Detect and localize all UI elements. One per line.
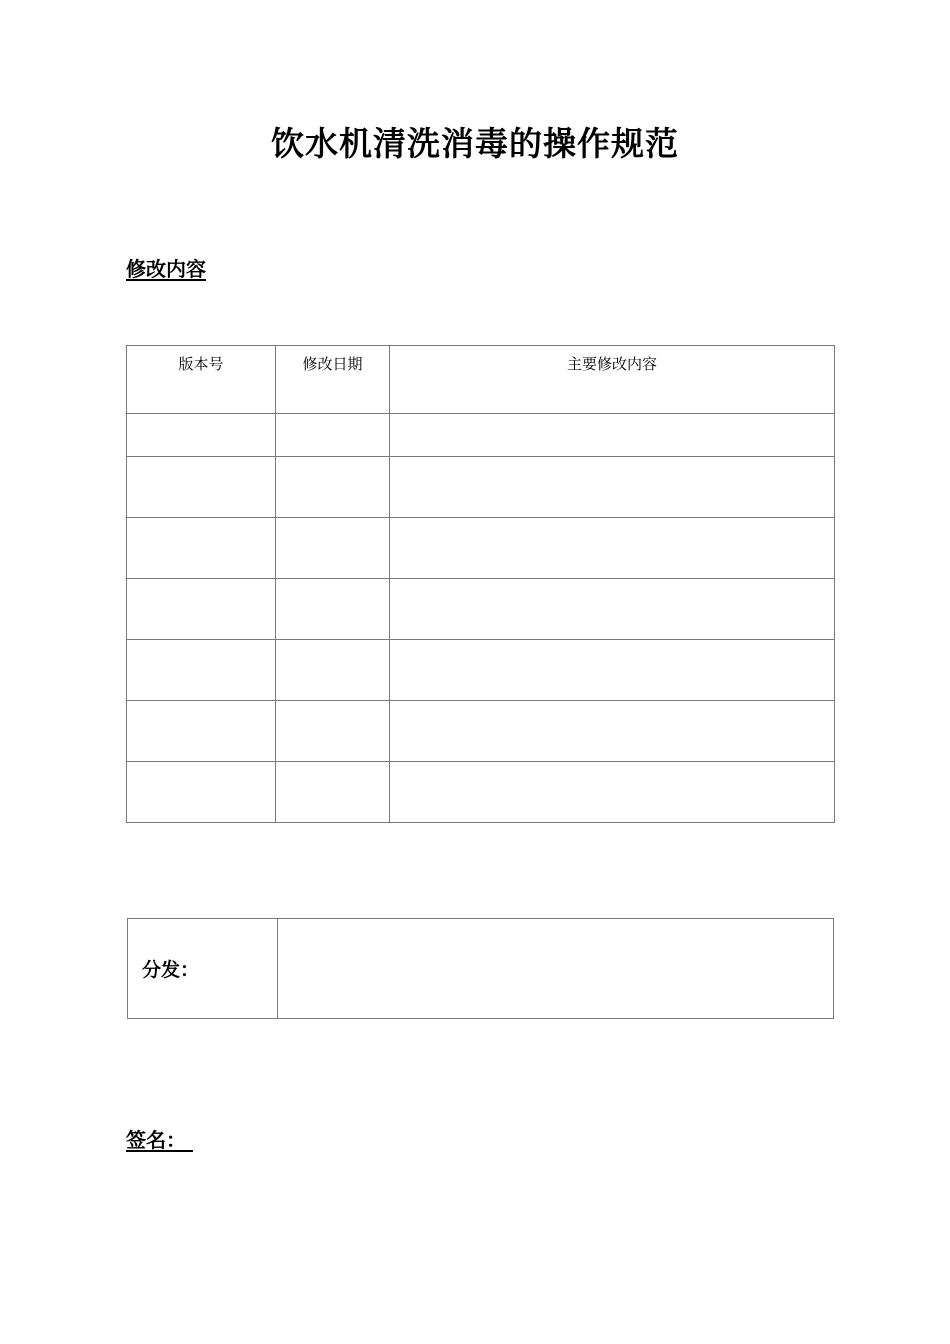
- cell-changes[interactable]: [390, 414, 835, 457]
- document-title: 饮水机清洗消毒的操作规范: [271, 124, 679, 163]
- revision-table-header-row: [127, 346, 835, 414]
- cell-version[interactable]: [127, 457, 276, 518]
- table-row: [127, 414, 835, 457]
- header-date: 修改日期: [276, 346, 390, 414]
- cell-version[interactable]: [127, 518, 276, 579]
- distribution-table: [127, 918, 834, 1019]
- signature-label: 签名：: [126, 1128, 193, 1152]
- cell-date[interactable]: [276, 414, 390, 457]
- cell-changes[interactable]: [390, 701, 835, 762]
- cell-date[interactable]: [276, 762, 390, 823]
- cell-changes[interactable]: [390, 640, 835, 701]
- cell-version[interactable]: [127, 414, 276, 457]
- revision-table: [126, 345, 835, 823]
- cell-changes[interactable]: [390, 457, 835, 518]
- cell-version[interactable]: [127, 762, 276, 823]
- cell-changes[interactable]: [390, 762, 835, 823]
- table-row: [127, 762, 835, 823]
- distribution-row: [128, 919, 834, 1019]
- cell-date[interactable]: [276, 579, 390, 640]
- header-version: 版本号: [127, 346, 276, 414]
- table-row: [127, 457, 835, 518]
- cell-version[interactable]: [127, 701, 276, 762]
- distribution-field[interactable]: [278, 919, 834, 1019]
- table-row: [127, 518, 835, 579]
- cell-version[interactable]: [127, 579, 276, 640]
- cell-changes[interactable]: [390, 579, 835, 640]
- table-row: [127, 701, 835, 762]
- revision-heading: 修改内容: [126, 257, 206, 281]
- cell-date[interactable]: [276, 457, 390, 518]
- header-main-changes: 主要修改内容: [390, 346, 835, 414]
- cell-date[interactable]: [276, 701, 390, 762]
- table-row: [127, 640, 835, 701]
- distribution-label: 分发：: [128, 919, 278, 1019]
- cell-version[interactable]: [127, 640, 276, 701]
- cell-date[interactable]: [276, 518, 390, 579]
- table-row: [127, 579, 835, 640]
- cell-date[interactable]: [276, 640, 390, 701]
- cell-changes[interactable]: [390, 518, 835, 579]
